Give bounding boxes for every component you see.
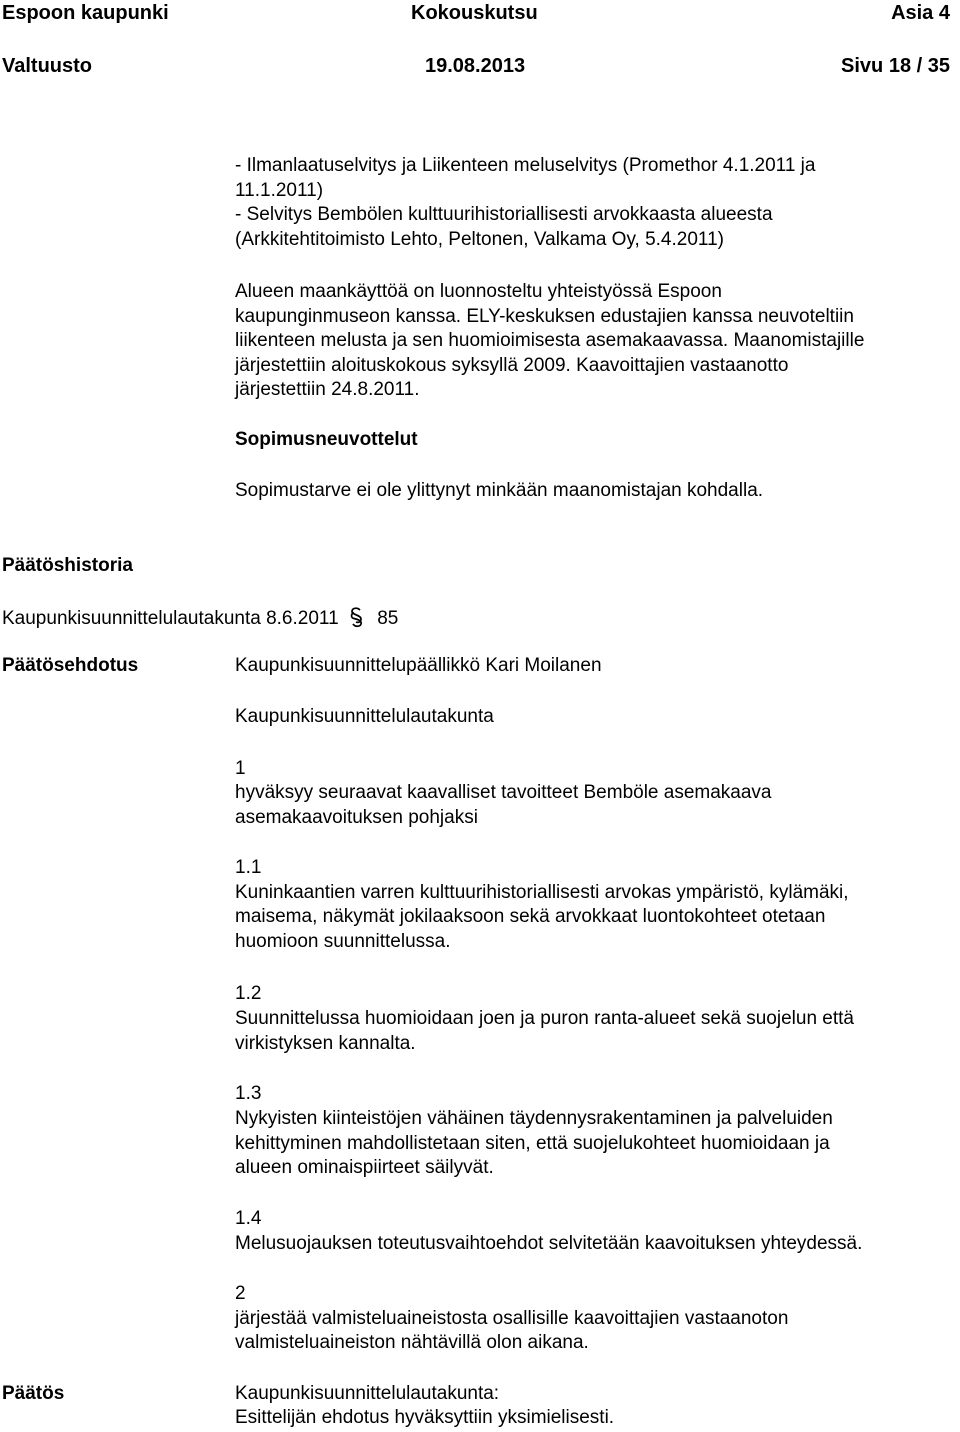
proposal-item-text: asemakaavoituksen pohjaksi — [235, 807, 478, 828]
proposal-item-text: alueen ominaispiirteet säilyvät. — [235, 1157, 494, 1178]
meeting-body: Valtuusto — [2, 55, 93, 77]
proposal-item-number: 1.4 — [235, 1208, 262, 1229]
proposal-item-number: 1 — [235, 758, 246, 779]
header-row-1 — [0, 0, 960, 26]
proposal-item-number: 1.3 — [235, 1083, 262, 1104]
decision-label: Päätös — [2, 1383, 65, 1404]
intro-paragraph-line: järjestettiin 24.8.2011. — [235, 379, 420, 400]
proposal-label: Päätösehdotus — [2, 655, 139, 676]
proposal-item-text: hyväksyy seuraavat kaavalliset tavoitteet Bemböle asemakaava — [235, 782, 772, 803]
decision-text: Esittelijän ehdotus hyväksyttiin yksimielisesti. — [235, 1407, 615, 1428]
meeting-date: 19.08.2013 — [425, 55, 526, 77]
committee-reference-text: Kaupunkisuunnittelulautakunta 8.6.2011 — [2, 608, 339, 629]
proposal-item-text: Suunnittelussa huomioidaan joen ja puron ranta-alueet sekä suojelun että — [235, 1008, 854, 1029]
proposal-item-number: 2 — [235, 1283, 246, 1304]
intro-paragraph-line: Alueen maankäyttöä on luonnosteltu yhteistyössä Espoon — [235, 281, 722, 302]
negotiations-heading: Sopimusneuvottelut — [235, 429, 418, 450]
proposal-item-text: järjestää valmisteluaineistosta osallisille kaavoittajien vastaanoton — [235, 1308, 789, 1329]
decision-committee: Kaupunkisuunnittelulautakunta: — [235, 1383, 500, 1404]
header-row-2 — [0, 53, 960, 79]
page-number: Sivu 18 / 35 — [841, 55, 950, 77]
proposal-item-text: huomioon suunnittelussa. — [235, 931, 451, 952]
proposal-presenter: Kaupunkisuunnittelupäällikkö Kari Moilanen — [235, 655, 602, 676]
agenda-item: Asia 4 — [891, 2, 950, 24]
paragraph-sign-icon — [346, 606, 368, 628]
intro-paragraph-line: järjestettiin aloituskokous syksyllä 2009. Kaavoittajien vastaanotto — [235, 355, 789, 376]
proposal-item-text: Nykyisten kiinteistöjen vähäinen täydennysrakentaminen ja palveluiden — [235, 1108, 833, 1129]
intro-paragraph-line: liikenteen melusta ja sen huomioimisesta asemakaavassa. Maanomistajille — [235, 330, 865, 351]
proposal-committee: Kaupunkisuunnittelulautakunta — [235, 706, 494, 727]
intro-line: - Ilmanlaatuselvitys ja Liikenteen meluselvitys (Promethor 4.1.2011 ja — [235, 155, 816, 176]
proposal-item-text: valmisteluaineiston nähtävillä olon aikana. — [235, 1332, 589, 1353]
committee-reference — [2, 606, 398, 632]
intro-line: - Selvitys Bembölen kulttuurihistoriallisesti arvokkaasta alueesta — [235, 204, 773, 225]
municipality-name: Espoon kaupunki — [2, 2, 169, 24]
document-type: Kokouskutsu — [411, 2, 538, 24]
intro-paragraph-line: kaupunginmuseon kanssa. ELY-keskuksen edustajien kanssa neuvoteltiin — [235, 306, 854, 327]
intro-line: 11.1.2011) — [235, 180, 324, 201]
negotiations-text: Sopimustarve ei ole ylittynyt minkään maanomistajan kohdalla. — [235, 480, 764, 501]
proposal-item-number: 1.1 — [235, 857, 262, 878]
proposal-item-text: kehittyminen mahdollistetaan siten, että suojelukohteet huomioidaan ja — [235, 1133, 830, 1154]
proposal-item-text: maisema, näkymät jokilaaksoon sekä arvokkaat luontokohteet otetaan — [235, 906, 826, 927]
intro-line: (Arkkitehtitoimisto Lehto, Peltonen, Valkama Oy, 5.4.2011) — [235, 229, 724, 250]
proposal-item-text: Melusuojauksen toteutusvaihtoehdot selvitetään kaavoituksen yhteydessä. — [235, 1233, 863, 1254]
proposal-item-number: 1.2 — [235, 983, 262, 1004]
proposal-item-text: Kuninkaantien varren kulttuurihistoriallisesti arvokas ympäristö, kylämäki, — [235, 882, 849, 903]
history-heading: Päätöshistoria — [2, 555, 133, 576]
proposal-item-text: virkistyksen kannalta. — [235, 1033, 416, 1054]
section-number: 85 — [377, 608, 399, 629]
